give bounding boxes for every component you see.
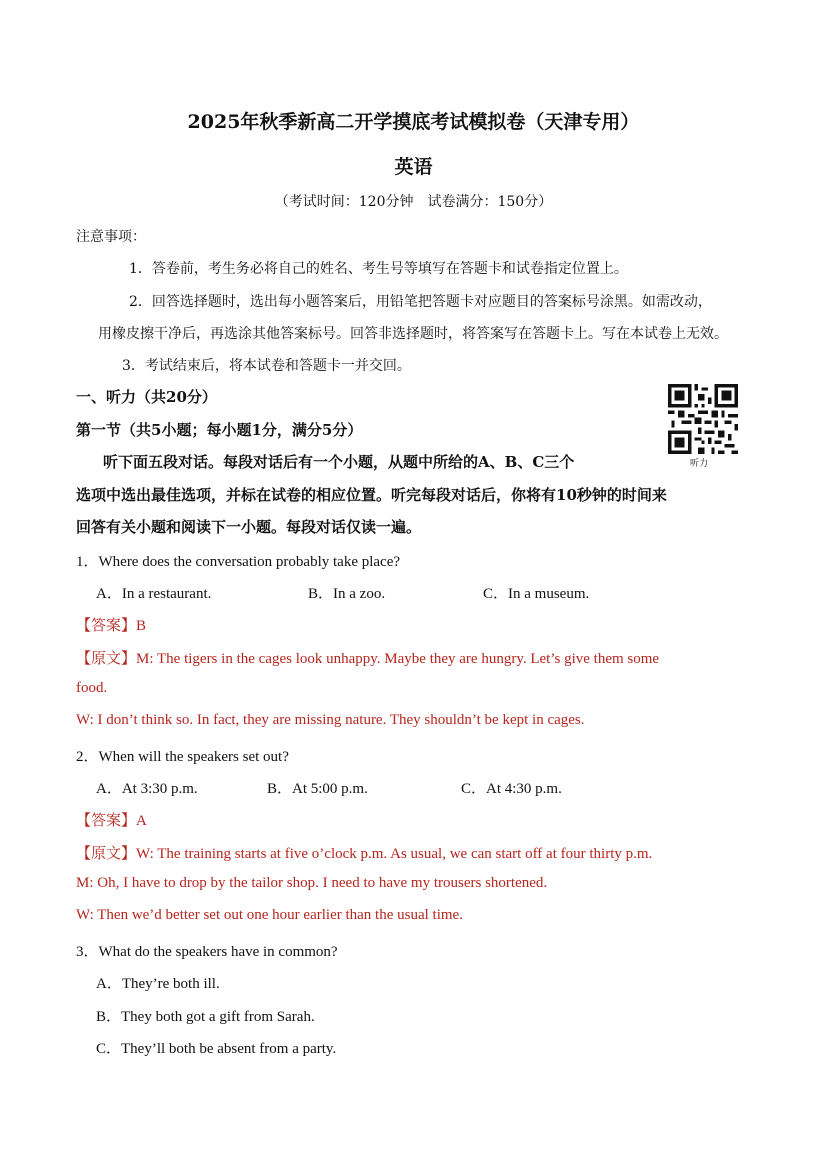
script-tag: 【原文】 <box>76 651 137 667</box>
question-1-answer <box>76 614 146 635</box>
question-1-option-a: A．In a restaurant. <box>96 586 212 602</box>
notice-heading: 注意事项： <box>76 229 146 245</box>
question-2-answer <box>76 809 147 830</box>
instructions-line-2: 选项中选出最佳选项，并标在试卷的相应位置。听完每段对话后，你将有10秒钟的时间来 <box>76 486 667 504</box>
question-3-option-b: B．They both got a gift from Sarah. <box>96 1009 315 1025</box>
question-2-script-line-3: W: Then we’d better set out one hour earlier than the usual time. <box>76 907 463 923</box>
notice-item-2-line-1: 2．回答选择题时，选出每小题答案后，用铅笔把答题卡对应题目的答案标号涂黑。如需改动， <box>129 294 712 310</box>
section-subtitle: 第一节（共5小题；每小题1分，满分5分） <box>76 421 363 439</box>
question-1-option-c: C．In a museum. <box>483 586 590 602</box>
question-2-script-line-2: M: Oh, I have to drop by the tailor shop. I need to have my trousers shortened. <box>76 875 548 891</box>
question-2-option-c: C．At 4:30 p.m. <box>461 781 562 797</box>
question-1-script-line-1 <box>76 647 659 668</box>
notice-item-1: 1．答卷前，考生务必将自己的姓名、考生号等填写在答题卡和试卷指定位置上。 <box>129 261 628 277</box>
question-2-option-b: B．At 5:00 p.m. <box>267 781 368 797</box>
question-2-option-a: A．At 3:30 p.m. <box>96 781 198 797</box>
question-1-script-line-2: food. <box>76 680 108 696</box>
question-3-stem: 3．What do the speakers have in common? <box>76 944 338 960</box>
part-title: 一、听力（共20分） <box>76 388 217 406</box>
question-3-option-c: C．They’ll both be absent from a party. <box>96 1041 337 1057</box>
question-2-stem: 2．When will the speakers set out? <box>76 749 289 765</box>
notice-item-3: 3．考试结束后，将本试卷和答题卡一并交回。 <box>122 358 411 374</box>
script-tag: 【原文】 <box>76 846 137 862</box>
question-1-script-line-3: W: I don’t think so. In fact, they are missing nature. They shouldn’t be kept in cages. <box>76 712 585 728</box>
answer-tag: 【答案】 <box>76 813 137 829</box>
question-3-option-a: A．They’re both ill. <box>96 976 220 992</box>
answer-value: A <box>136 813 147 829</box>
page-title: 2025年秋季新高二开学摸底考试模拟卷（天津专用） <box>187 111 640 133</box>
instructions-line-1: 听下面五段对话。每段对话后有一个小题，从题中所给的A、B、C三个 <box>103 453 575 471</box>
exam-time-info: （考试时间：120分钟 试卷满分：150分） <box>274 194 553 210</box>
script-text: M: The tigers in the cages look unhappy. Maybe they are hungry. Let’s give them some <box>136 651 660 667</box>
instructions-line-3: 回答有关小题和阅读下一小题。每段对话仅读一遍。 <box>76 518 422 536</box>
notice-item-2-line-2: 用橡皮擦干净后，再选涂其他答案标号。回答非选择题时，将答案写在答题卡上。写在本试卷上无效。 <box>98 326 728 342</box>
script-text: W: The training starts at five o’clock p.m. As usual, we can start off at four thirty p.m. <box>136 846 653 862</box>
question-1-stem: 1．Where does the conversation probably take place? <box>76 554 401 570</box>
question-1-option-b: B．In a zoo. <box>308 586 386 602</box>
answer-tag: 【答案】 <box>76 618 137 634</box>
answer-value: B <box>136 618 147 634</box>
question-2-script-line-1 <box>76 842 652 863</box>
qr-code-label: 听力 <box>690 459 709 469</box>
subject-heading: 英语 <box>394 156 433 178</box>
qr-code-icon[interactable] <box>668 384 738 454</box>
